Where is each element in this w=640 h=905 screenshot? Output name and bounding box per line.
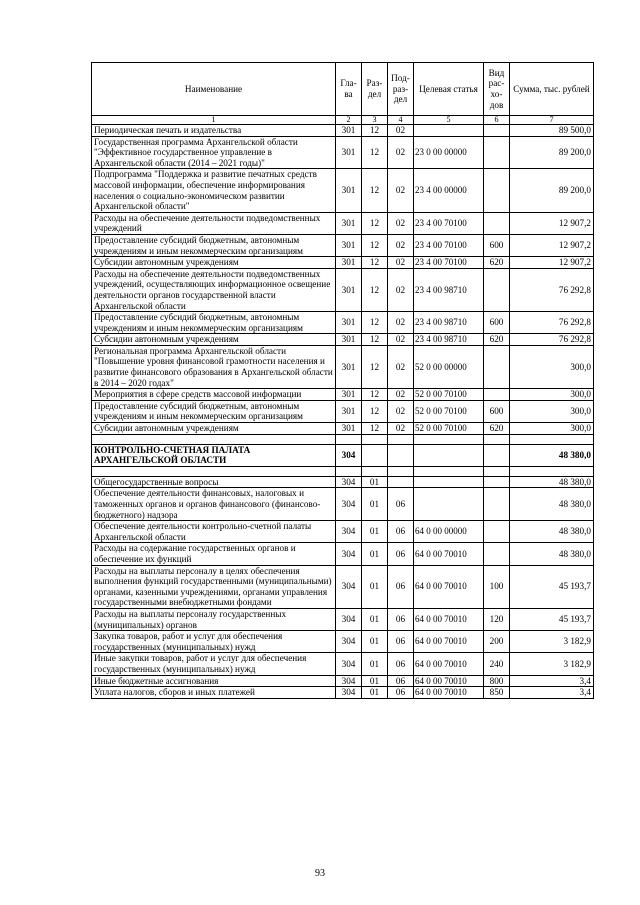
row-name: Предоставление субсидий бюджетным, автономным учреждениям и иным некоммерческим организациям	[92, 312, 336, 334]
column-number: 2	[336, 116, 362, 125]
row-sum: 48 380,0	[510, 444, 594, 466]
row-target-article: 52 0 00 00000	[414, 345, 484, 388]
row-section: 12	[362, 312, 388, 334]
row-target-article: 64 0 00 70010	[414, 653, 484, 675]
row-section: 01	[362, 488, 388, 521]
table-row	[92, 312, 594, 334]
row-sum: 3 182,9	[510, 631, 594, 653]
row-expense-type	[484, 521, 510, 543]
table-row	[92, 543, 594, 565]
row-target-article	[414, 466, 484, 476]
row-chapter: 301	[336, 125, 362, 137]
row-target-article	[414, 125, 484, 137]
row-sum: 45 193,7	[510, 608, 594, 630]
row-section: 12	[362, 125, 388, 137]
row-name: Предоставление субсидий бюджетным, автономным учреждениям и иным некоммерческим организациям	[92, 400, 336, 422]
table-row	[92, 521, 594, 543]
row-name: Обеспечение деятельности контрольно-счетной палаты Архангельской области	[92, 521, 336, 543]
row-subsection	[388, 444, 414, 466]
row-target-article: 64 0 00 70010	[414, 608, 484, 630]
row-target-article: 23 4 00 70100	[414, 234, 484, 256]
row-expense-type	[484, 488, 510, 521]
row-subsection: 02	[388, 136, 414, 169]
row-name	[92, 466, 336, 476]
row-sum: 89 200,0	[510, 136, 594, 169]
row-name: Закупка товаров, работ и услуг для обеспечения государственных (муниципальных) нужд	[92, 631, 336, 653]
row-target-article	[414, 476, 484, 488]
row-chapter: 304	[336, 476, 362, 488]
row-chapter: 301	[336, 423, 362, 435]
row-chapter: 304	[336, 444, 362, 466]
row-chapter: 301	[336, 268, 362, 311]
header-target: Целевая статья	[414, 63, 484, 116]
row-section: 12	[362, 334, 388, 346]
row-sum: 3,4	[510, 675, 594, 687]
table-row	[92, 125, 594, 137]
row-chapter: 301	[336, 136, 362, 169]
table-row	[92, 608, 594, 630]
row-expense-type	[484, 476, 510, 488]
column-number: 7	[510, 116, 594, 125]
row-section: 12	[362, 345, 388, 388]
row-name: Расходы на содержание государственных органов и обеспечение их функций	[92, 543, 336, 565]
table-row	[92, 675, 594, 687]
row-subsection: 06	[388, 521, 414, 543]
row-sum: 300,0	[510, 389, 594, 401]
row-subsection: 06	[388, 675, 414, 687]
row-section: 01	[362, 476, 388, 488]
row-subsection: 06	[388, 631, 414, 653]
row-chapter: 301	[336, 400, 362, 422]
row-sum: 45 193,7	[510, 565, 594, 608]
row-sum: 12 907,2	[510, 257, 594, 269]
row-subsection: 06	[388, 488, 414, 521]
header-sum: Сумма, тыс. рублей	[510, 63, 594, 116]
row-name: Общегосударственные вопросы	[92, 476, 336, 488]
row-target-article: 23 0 00 00000	[414, 136, 484, 169]
row-chapter: 304	[336, 565, 362, 608]
row-subsection: 06	[388, 565, 414, 608]
row-expense-type: 600	[484, 312, 510, 334]
row-chapter: 301	[336, 234, 362, 256]
row-section: 12	[362, 169, 388, 212]
row-chapter: 301	[336, 334, 362, 346]
row-subsection: 02	[388, 268, 414, 311]
row-chapter: 304	[336, 631, 362, 653]
table-row	[92, 565, 594, 608]
budget-table-sheet	[91, 62, 593, 699]
row-name: КОНТРОЛЬНО-СЧЕТНАЯ ПАЛАТА АРХАНГЕЛЬСКОЙ ОБЛАСТИ	[92, 444, 336, 466]
table-row	[92, 476, 594, 488]
row-target-article: 64 0 00 70010	[414, 687, 484, 699]
row-section: 12	[362, 400, 388, 422]
row-target-article: 64 0 00 70010	[414, 565, 484, 608]
row-chapter: 301	[336, 345, 362, 388]
row-expense-type: 200	[484, 631, 510, 653]
column-number: 4	[388, 116, 414, 125]
row-sum: 76 292,8	[510, 334, 594, 346]
row-sum: 76 292,8	[510, 312, 594, 334]
row-sum: 48 380,0	[510, 488, 594, 521]
row-expense-type: 620	[484, 423, 510, 435]
row-chapter: 301	[336, 212, 362, 234]
row-expense-type: 600	[484, 234, 510, 256]
table-row	[92, 136, 594, 169]
table-row	[92, 268, 594, 311]
row-chapter: 301	[336, 169, 362, 212]
row-section: 01	[362, 521, 388, 543]
row-target-article: 64 0 00 70010	[414, 631, 484, 653]
table-row	[92, 212, 594, 234]
row-section: 12	[362, 268, 388, 311]
row-chapter: 304	[336, 675, 362, 687]
row-name: Субсидии автономным учреждениям	[92, 257, 336, 269]
row-chapter: 304	[336, 608, 362, 630]
row-expense-type	[484, 466, 510, 476]
row-target-article: 23 4 00 98710	[414, 268, 484, 311]
row-name: Государственная программа Архангельской области "Эффективное государственное управление в Архангельской области (2014 – 2021 годы)"	[92, 136, 336, 169]
row-chapter: 301	[336, 389, 362, 401]
row-chapter: 304	[336, 488, 362, 521]
table-row	[92, 444, 594, 466]
row-subsection: 06	[388, 653, 414, 675]
table-row	[92, 631, 594, 653]
row-subsection: 02	[388, 423, 414, 435]
row-section: 12	[362, 136, 388, 169]
row-sum: 300,0	[510, 423, 594, 435]
row-section: 12	[362, 257, 388, 269]
row-name: Мероприятия в сфере средств массовой информации	[92, 389, 336, 401]
row-target-article: 64 0 00 00000	[414, 521, 484, 543]
table-row	[92, 687, 594, 699]
row-subsection: 02	[388, 389, 414, 401]
row-expense-type: 600	[484, 400, 510, 422]
header-section: Раз-дел	[362, 63, 388, 116]
row-name: Уплата налогов, сборов и иных платежей	[92, 687, 336, 699]
row-target-article: 52 0 00 70100	[414, 400, 484, 422]
table-header-row	[92, 63, 594, 116]
row-sum: 12 907,2	[510, 234, 594, 256]
row-name: Иные бюджетные ассигнования	[92, 675, 336, 687]
row-expense-type	[484, 444, 510, 466]
row-section: 01	[362, 675, 388, 687]
row-section: 01	[362, 687, 388, 699]
row-chapter: 304	[336, 543, 362, 565]
row-chapter: 304	[336, 521, 362, 543]
row-sum: 89 200,0	[510, 169, 594, 212]
row-sum: 3 182,9	[510, 653, 594, 675]
table-row	[92, 169, 594, 212]
row-expense-type	[484, 212, 510, 234]
row-target-article	[414, 434, 484, 444]
row-chapter: 301	[336, 257, 362, 269]
spacer-row	[92, 466, 594, 476]
header-chapter: Гла-ва	[336, 63, 362, 116]
row-subsection	[388, 434, 414, 444]
page-number: 93	[315, 868, 325, 879]
row-target-article	[414, 444, 484, 466]
row-subsection: 02	[388, 169, 414, 212]
row-section	[362, 466, 388, 476]
row-sum: 89 500,0	[510, 125, 594, 137]
row-target-article: 64 0 00 70010	[414, 675, 484, 687]
row-sum: 48 380,0	[510, 543, 594, 565]
row-expense-type	[484, 169, 510, 212]
row-chapter: 304	[336, 653, 362, 675]
row-sum: 300,0	[510, 345, 594, 388]
row-target-article: 64 0 00 70010	[414, 543, 484, 565]
row-subsection: 02	[388, 345, 414, 388]
row-target-article: 23 4 00 00000	[414, 169, 484, 212]
row-name	[92, 434, 336, 444]
column-number: 5	[414, 116, 484, 125]
row-target-article: 23 4 00 70100	[414, 257, 484, 269]
row-section: 12	[362, 234, 388, 256]
row-name: Периодическая печать и издательства	[92, 125, 336, 137]
row-name: Иные закупки товаров, работ и услуг для обеспечения государственных (муниципальных) нужд	[92, 653, 336, 675]
row-subsection	[388, 476, 414, 488]
row-expense-type	[484, 345, 510, 388]
row-section: 01	[362, 653, 388, 675]
row-expense-type	[484, 389, 510, 401]
row-name: Расходы на выплаты персоналу государственных (муниципальных) органов	[92, 608, 336, 630]
budget-table	[91, 62, 594, 699]
row-expense-type: 620	[484, 257, 510, 269]
row-name: Региональная программа Архангельской области "Повышение уровня финансовой грамотности населения и развитие финансового образования в Архангельской области в 2014 – 2020 годах"	[92, 345, 336, 388]
spacer-row	[92, 434, 594, 444]
row-subsection: 06	[388, 543, 414, 565]
row-sum: 300,0	[510, 400, 594, 422]
table-row	[92, 400, 594, 422]
row-subsection: 02	[388, 125, 414, 137]
row-section: 01	[362, 631, 388, 653]
column-number: 1	[92, 116, 336, 125]
row-sum: 48 380,0	[510, 521, 594, 543]
row-target-article	[414, 488, 484, 521]
row-name: Субсидии автономным учреждениям	[92, 423, 336, 435]
row-expense-type: 100	[484, 565, 510, 608]
row-expense-type: 850	[484, 687, 510, 699]
row-chapter	[336, 434, 362, 444]
row-expense-type: 120	[484, 608, 510, 630]
row-expense-type	[484, 434, 510, 444]
row-sum	[510, 466, 594, 476]
row-target-article: 23 4 00 98710	[414, 334, 484, 346]
row-section	[362, 444, 388, 466]
header-expense-type: Вид рас-хо-дов	[484, 63, 510, 116]
table-row	[92, 234, 594, 256]
table-row	[92, 334, 594, 346]
row-subsection: 02	[388, 212, 414, 234]
row-expense-type	[484, 125, 510, 137]
row-expense-type	[484, 543, 510, 565]
row-name: Расходы на обеспечение деятельности подведомственных учреждений	[92, 212, 336, 234]
table-row	[92, 653, 594, 675]
column-number: 6	[484, 116, 510, 125]
column-number-row	[92, 116, 594, 125]
row-target-article: 23 4 00 70100	[414, 212, 484, 234]
row-section	[362, 434, 388, 444]
row-expense-type: 240	[484, 653, 510, 675]
row-name: Предоставление субсидий бюджетным, автономным учреждениям и иным некоммерческим организациям	[92, 234, 336, 256]
row-name: Субсидии автономным учреждениям	[92, 334, 336, 346]
column-number: 3	[362, 116, 388, 125]
table-row	[92, 389, 594, 401]
row-chapter: 304	[336, 687, 362, 699]
row-subsection: 02	[388, 334, 414, 346]
row-expense-type: 800	[484, 675, 510, 687]
row-subsection: 02	[388, 234, 414, 256]
row-sum	[510, 434, 594, 444]
row-chapter	[336, 466, 362, 476]
header-name: Наименование	[92, 63, 336, 116]
row-section: 12	[362, 212, 388, 234]
row-target-article: 52 0 00 70100	[414, 389, 484, 401]
row-subsection	[388, 466, 414, 476]
row-sum: 3,4	[510, 687, 594, 699]
row-subsection: 06	[388, 608, 414, 630]
table-row	[92, 345, 594, 388]
table-body	[92, 125, 594, 699]
row-section: 01	[362, 565, 388, 608]
row-name: Подпрограмма "Поддержка и развитие печатных средств массовой информации, обеспечение информирования населения о социально-экономическом развитии Архангельской области"	[92, 169, 336, 212]
row-name: Расходы на выплаты персоналу в целях обеспечения выполнения функций государственными (муниципальными) органами, казенными учреждениями, органами управления государственными внебюджетными фондами	[92, 565, 336, 608]
row-expense-type	[484, 268, 510, 311]
row-name: Обеспечение деятельности финансовых, налоговых и таможенных органов и органов финансового (финансово-бюджетного) надзора	[92, 488, 336, 521]
row-section: 01	[362, 543, 388, 565]
table-row	[92, 488, 594, 521]
row-expense-type: 620	[484, 334, 510, 346]
row-sum: 12 907,2	[510, 212, 594, 234]
row-subsection: 06	[388, 687, 414, 699]
row-chapter: 301	[336, 312, 362, 334]
row-section: 01	[362, 608, 388, 630]
row-subsection: 02	[388, 257, 414, 269]
row-target-article: 23 4 00 98710	[414, 312, 484, 334]
row-target-article: 52 0 00 70100	[414, 423, 484, 435]
row-section: 12	[362, 389, 388, 401]
row-subsection: 02	[388, 400, 414, 422]
row-name: Расходы на обеспечение деятельности подведомственных учреждений, осуществляющих информационное освещение деятельности органов государственной власти Архангельской области	[92, 268, 336, 311]
row-sum: 76 292,8	[510, 268, 594, 311]
table-row	[92, 257, 594, 269]
header-subsection: Под-раз-дел	[388, 63, 414, 116]
row-section: 12	[362, 423, 388, 435]
row-sum: 48 380,0	[510, 476, 594, 488]
row-expense-type	[484, 136, 510, 169]
table-row	[92, 423, 594, 435]
row-subsection: 02	[388, 312, 414, 334]
